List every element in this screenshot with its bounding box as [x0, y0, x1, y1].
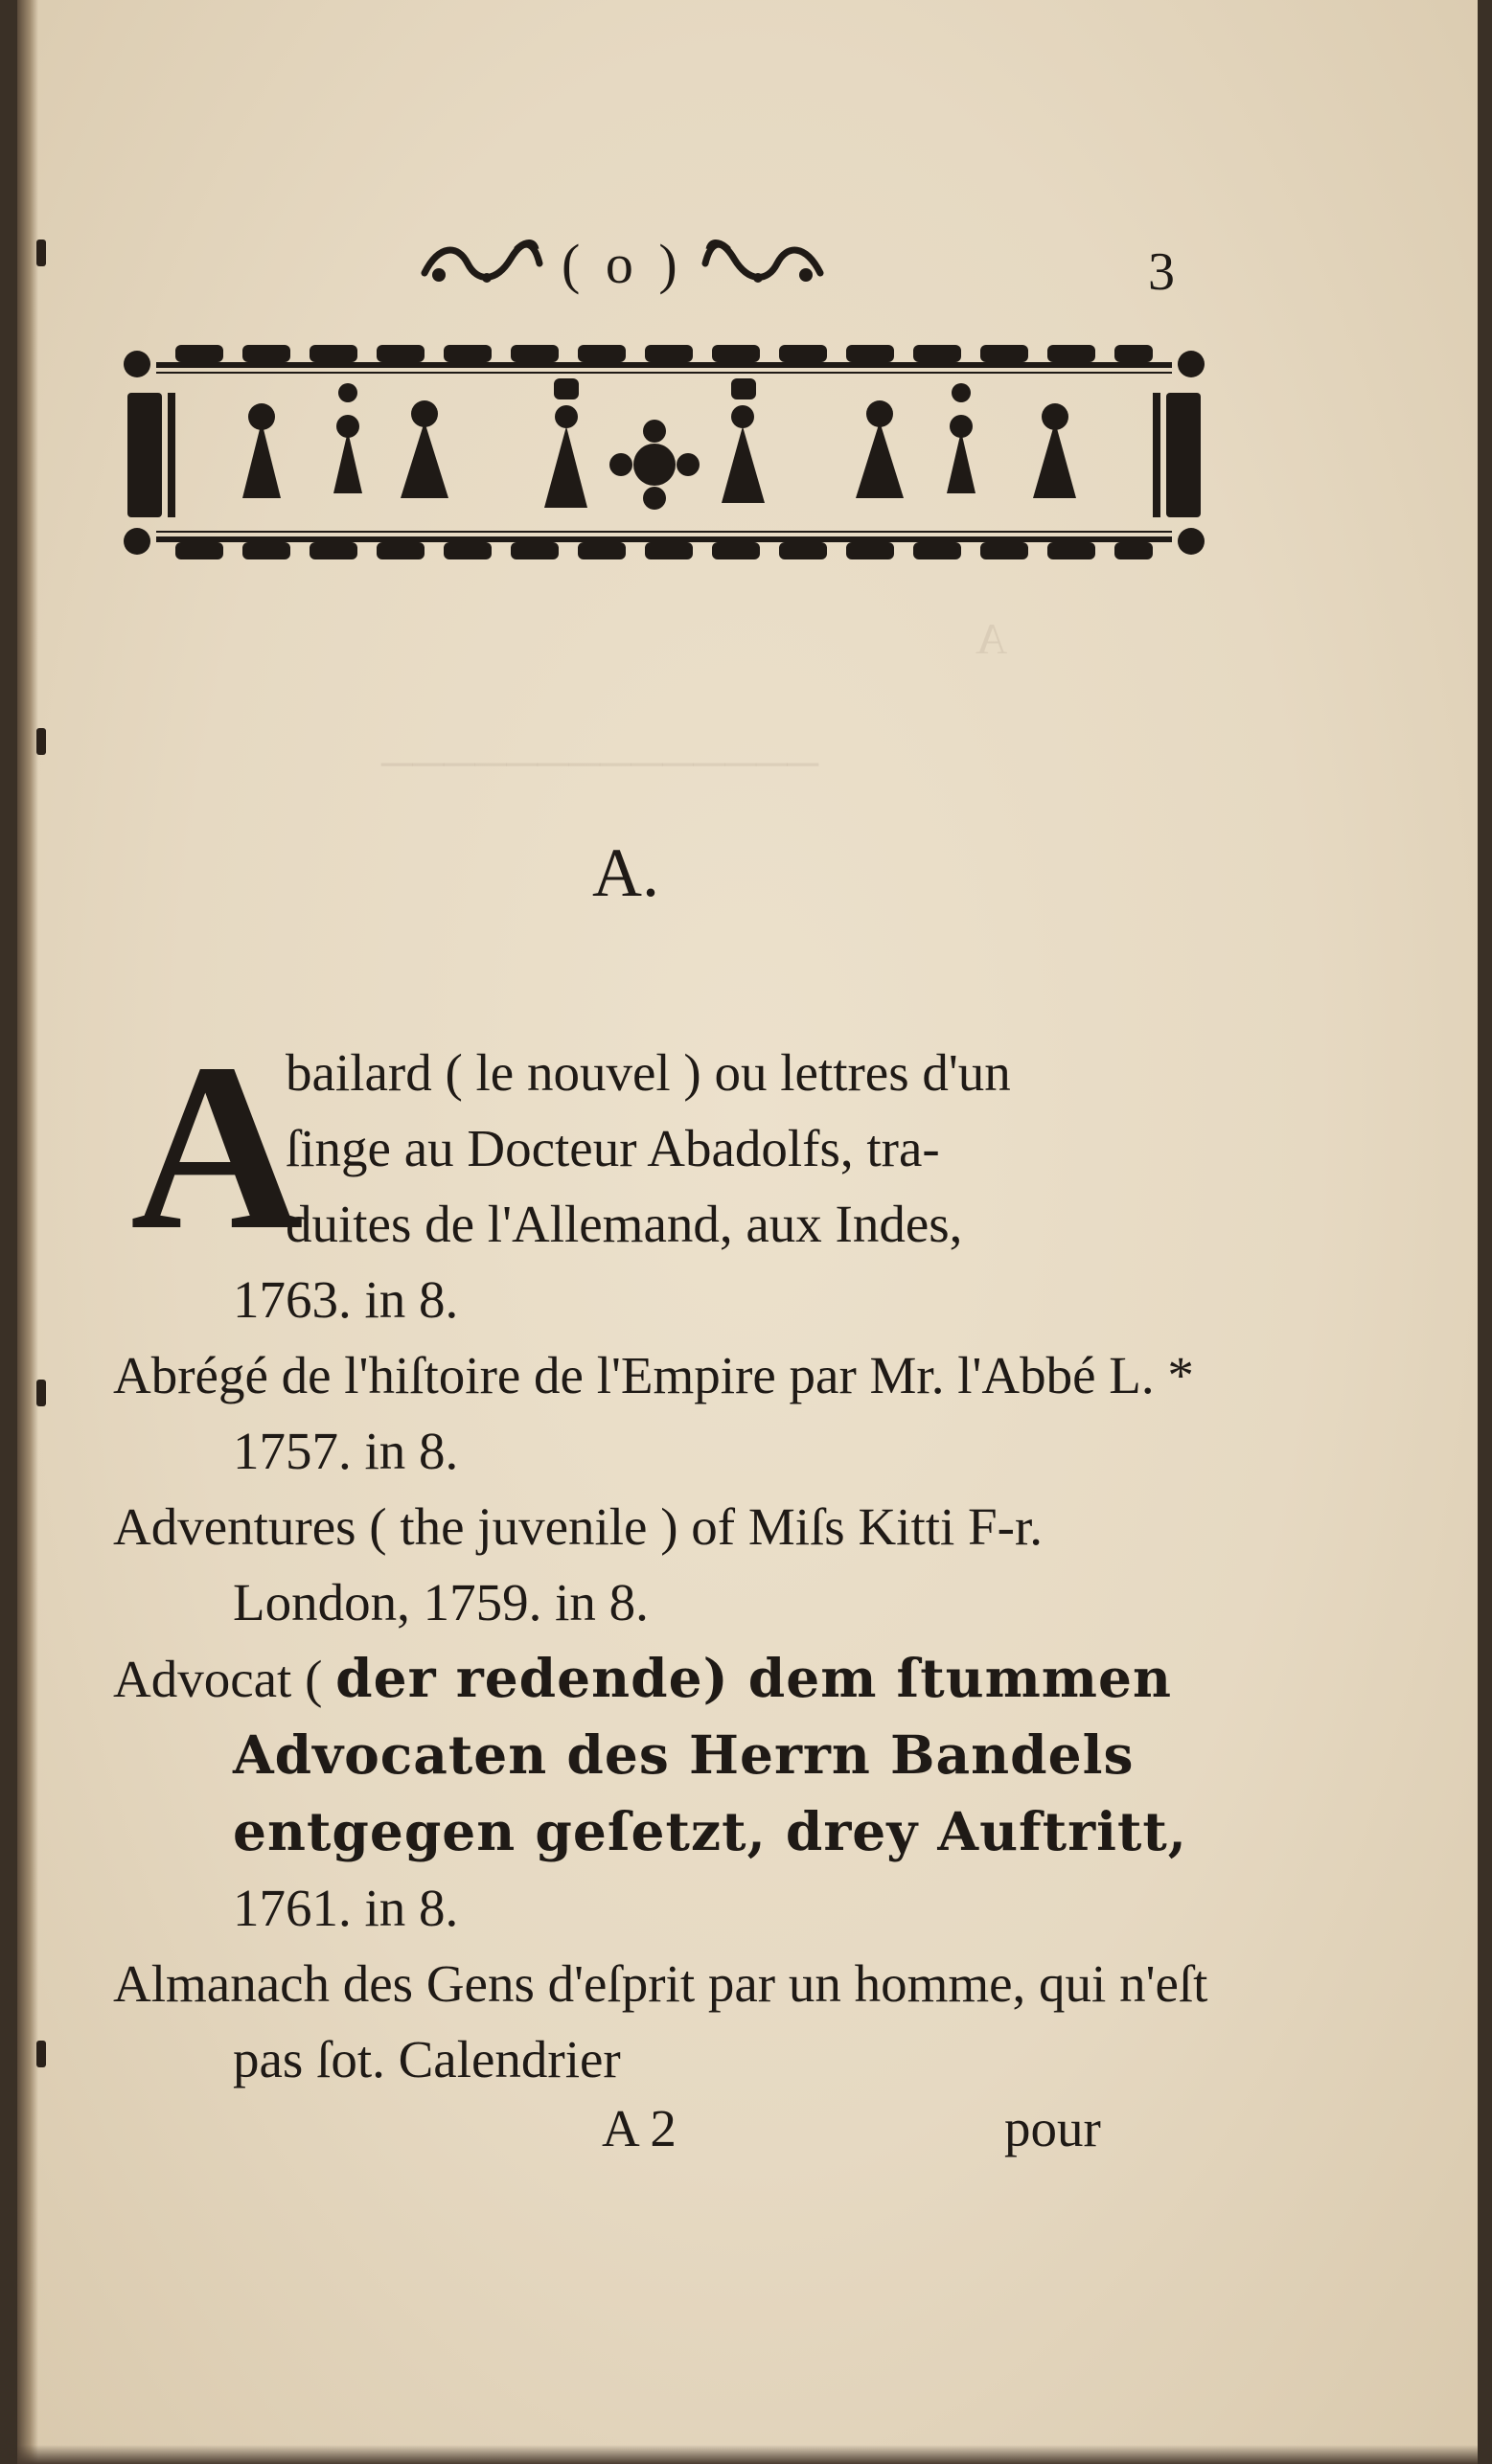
section-letter: A. [592, 834, 659, 911]
page-number: 3 [1148, 242, 1175, 302]
bleed-through-text: ────────────── [381, 739, 819, 787]
signature-mark: A 2 [602, 2099, 677, 2157]
binding-stitch [36, 1380, 46, 1406]
catalog-entry: Almanach des Gens d'eſprit par un homme, qui n'eſt pas ſot. Calendrier [113, 1954, 1208, 2088]
catalog-entry [113, 1640, 1215, 1946]
catalog-entry [113, 1015, 1215, 1337]
entry-line: duites de l'Allemand, aux Indes, [286, 1195, 963, 1253]
page-bottom-edge [17, 2445, 1478, 2464]
binding-stitch [36, 2041, 46, 2067]
left-flourish-icon [420, 235, 544, 292]
bleed-through-text: A [976, 614, 1008, 663]
catalog-entry: Abrégé de l'hiſtoire de l'Empire par Mr. l'Abbé L. * 1757. in 8. [113, 1346, 1194, 1480]
right-flourish-icon [700, 235, 825, 292]
entry-line: ſinge au Docteur Abadolfs, tra- [286, 1119, 940, 1177]
binding-stitch [36, 728, 46, 755]
entry-roman-text: 1761. in 8. [233, 1879, 459, 1937]
entry-line: 1763. in 8. [233, 1270, 459, 1329]
binding-stitch [36, 240, 46, 266]
catalog-entries [113, 1015, 1215, 2097]
entry-line: bailard ( le nouvel ) ou lettres d'un [286, 1043, 1011, 1102]
spine-edge [17, 0, 38, 2464]
drop-cap-initial: A [130, 1015, 304, 1280]
running-header [420, 230, 825, 297]
catalog-entry: Adventures ( the juvenile ) of Miſs Kitti F-r. London, 1759. in 8. [113, 1497, 1043, 1631]
book-page [17, 0, 1478, 2464]
page-marker: ( o ) [562, 232, 683, 295]
entry-roman-text: Advocat ( [113, 1650, 323, 1708]
entry-blackletter-text: der redende) dem ſtummen Advocaten des Herrn Bandels entgegen geſetzt, drey Auftritt, [233, 1647, 1187, 1862]
headpiece-ornament-icon [118, 326, 1210, 575]
catchword: pour [1004, 2099, 1101, 2157]
